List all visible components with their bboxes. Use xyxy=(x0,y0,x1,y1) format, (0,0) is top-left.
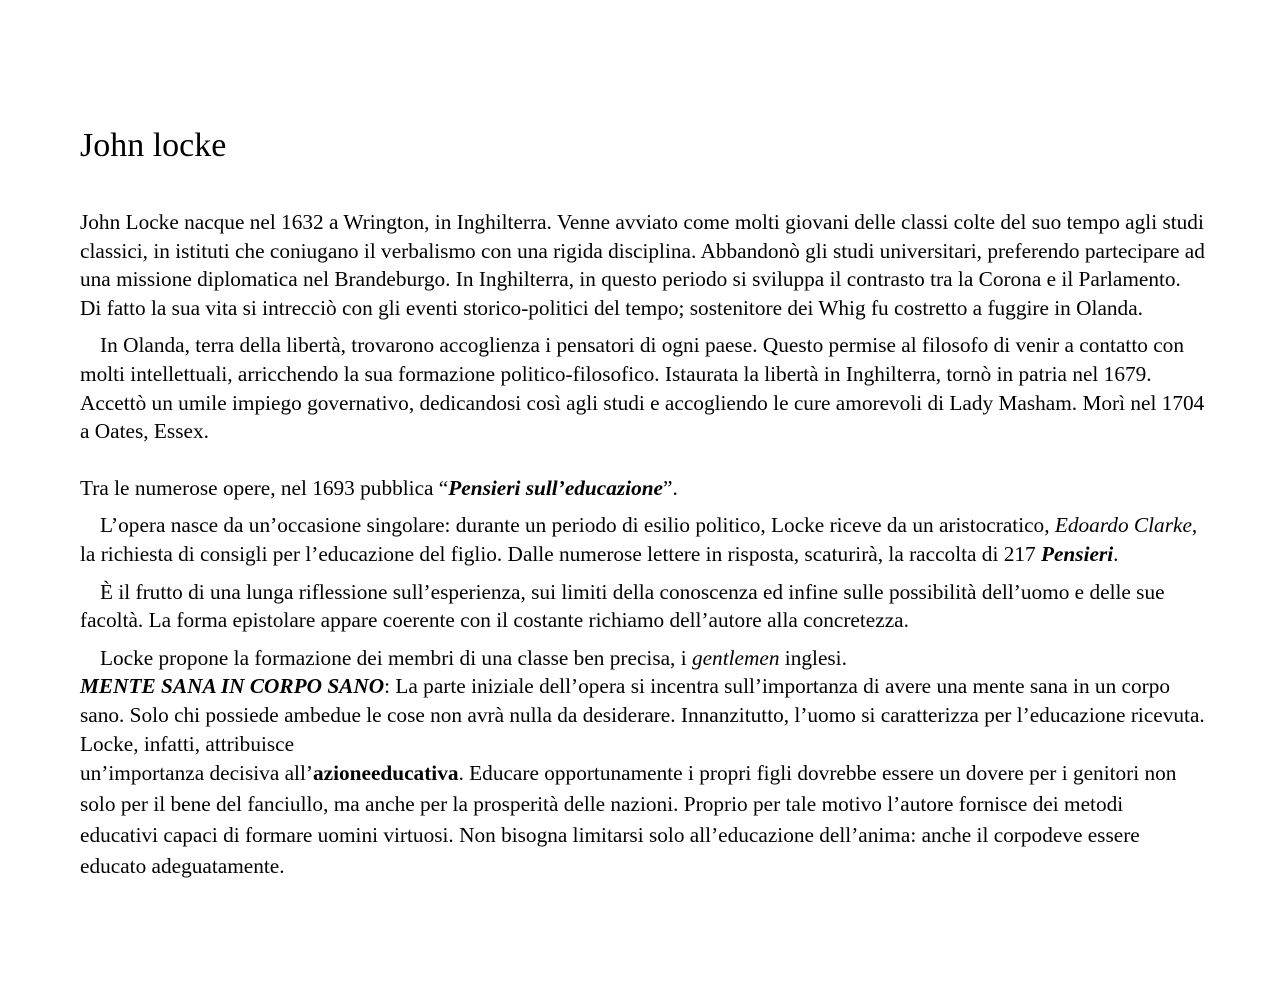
work-title-pensieri-educazione: Pensieri sull’educazione xyxy=(448,475,664,500)
term-azione-educativa: azioneeducativa xyxy=(313,761,459,786)
educazione-text-start: un’importanza decisiva all’ xyxy=(80,761,313,786)
section-heading-mente-sana: MENTE SANA IN CORPO SANO xyxy=(80,674,385,699)
works-intro-text: Tra le numerose opere, nel 1693 pubblica “ xyxy=(80,475,449,500)
document-body xyxy=(80,208,1205,882)
paragraph-gentlemen xyxy=(80,644,1205,673)
paragraph-holland: In Olanda, terra della libertà, trovarono accoglienza i pensatori di ogni paese. Questo permise al filosofo di venir a contatto con molti intellettuali, arricchendo la sua formazione politico-filosofico. Istaurata la libertà in Inghilterra, tornò in patria nel 1679. Accettò un umile impiego governativo, dedicandosi così agli studi e accogliendo le cure amorevoli di Lady Masham. Morì nel 1704 a Oates, Essex. xyxy=(80,333,1205,444)
gentlemen-text-start: Locke propone la formazione dei membri di una classe ben precisa, i xyxy=(100,645,692,670)
origin-text-middle: , la richiesta di consigli per l’educazione del figlio. Dalle numerose lettere in risposta, scaturirà, la raccolta di 217 xyxy=(80,513,1198,566)
work-title-pensieri: Pensieri xyxy=(1040,541,1114,566)
person-name-edoardo-clarke: Edoardo Clarke xyxy=(1054,513,1192,538)
works-closing-text: ”. xyxy=(663,475,678,500)
paragraph-gap xyxy=(80,446,1205,474)
paragraph-works xyxy=(80,474,1205,503)
paragraph-gap xyxy=(80,635,1205,644)
document-title: John locke xyxy=(80,127,227,164)
paragraph-reflection: È il frutto di una lunga riflessione sull’esperienza, sui limiti della conoscenza ed infine sulle possibilità dell’uomo e delle sue facoltà. La forma epistolare appare coerente con il costante richiamo dell’autore alla concretezza. xyxy=(80,579,1165,633)
educazione-text-end: . Educare opportunamente i propri figli dovrebbe essere un dovere per i genitori non solo per il bene del fanciullo, ma anche per la prosperità delle nazioni. Proprio per tale motivo l’autore fornisce dei metodi educativi capaci di formare uomini virtuosi. Non bisogna limitarsi solo all’educazione dell’anima: anche il corpodeve essere educato adeguatamente. xyxy=(80,761,1177,879)
mente-sana-text-1: : La parte iniziale dell’opera si incentra sull’importanza di avere una mente sana in un corpo sano. Solo chi possiede ambedue le cose non avrà nulla da desiderare. Innanzitutto, l’uomo si caratterizza per l’educazione ricevuta. Locke, infatti, attribuisce xyxy=(80,674,1205,756)
paragraph-gap xyxy=(80,569,1205,578)
term-gentlemen: gentlemen xyxy=(691,645,780,670)
paragraph-educazione xyxy=(80,758,1205,882)
paragraph-biography: John Locke nacque nel 1632 a Wrington, in Inghilterra. Venne avviato come molti giovani delle classi colte del suo tempo agli studi classici, in istituti che coniugano il verbalismo con una rigida disciplina. Abbandonò gli studi universitari, preferendo partecipare ad una missione diplomatica nel Brandeburgo. In Inghilterra, in questo periodo si sviluppa il contrasto tra la Corona e il Parlamento. Di fatto la sua vita si intrecciò con gli eventi storico-politici del tempo; sostenitore dei Whig fu costretto a fuggire in Olanda. xyxy=(80,210,1205,320)
paragraph-gap xyxy=(80,322,1205,331)
gentlemen-text-end: inglesi. xyxy=(779,645,847,670)
paragraph-gap xyxy=(80,502,1205,511)
origin-text-end: . xyxy=(1113,541,1119,566)
paragraph-origin xyxy=(80,511,1205,568)
origin-text-start: L’opera nasce da un’occasione singolare: durante un periodo di esilio politico, Locke riceve da un aristocratico, xyxy=(100,513,1055,538)
paragraph-mente-sana xyxy=(80,672,1205,758)
